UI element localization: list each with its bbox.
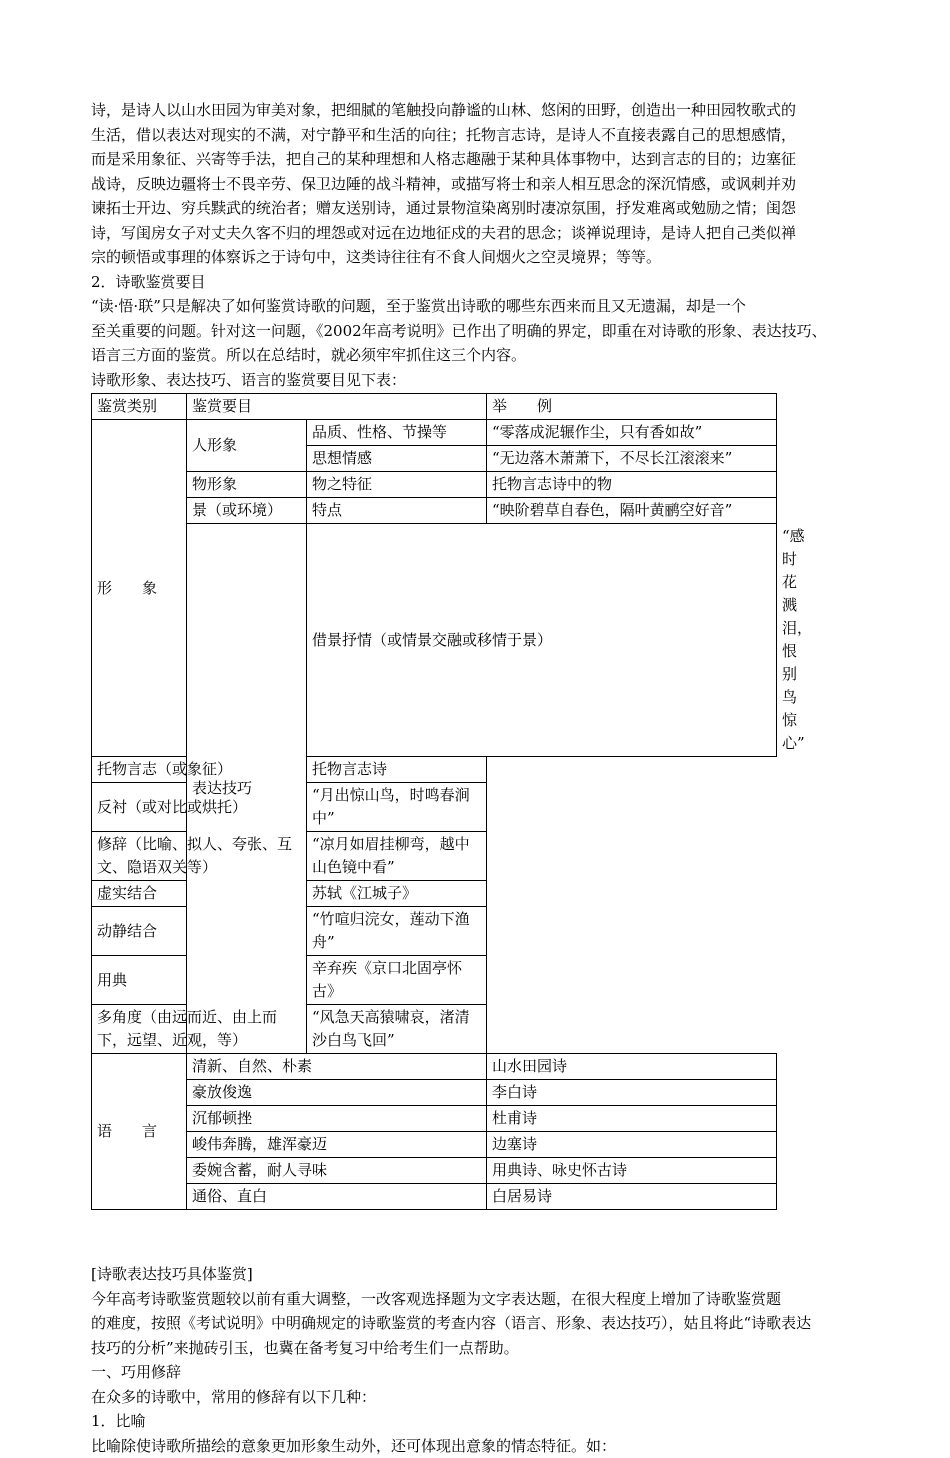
header-example: 举 例 [487, 394, 777, 420]
technique-item: 动静结合 [92, 907, 307, 956]
technique-item: 借景抒情（或情景交融或移情于景） [307, 524, 777, 757]
example-cell: “凉月如眉挂柳弯，越中山色镜中看” [307, 832, 487, 881]
example-cell: “映阶碧草自春色，隔叶黄鹂空好音” [487, 498, 777, 524]
example-cell: “无边落木萧萧下，不尽长江滚滚来” [487, 446, 777, 472]
table-row [92, 498, 777, 524]
section-line: “读·悟·联”只是解决了如何鉴赏诗歌的问题，至于鉴赏出诗歌的哪些东西来而且又无遗漏，却是一个 [91, 294, 871, 319]
section-line: 语言三方面的鉴赏。所以在总结时，就必须牢牢抓住这三个内容。 [91, 343, 871, 368]
sub-item: 特点 [307, 498, 487, 524]
table-row [92, 1080, 777, 1106]
language-item: 委婉含蓄，耐人寻味 [187, 1158, 487, 1184]
example-cell: 边塞诗 [487, 1132, 777, 1158]
language-item: 沉郁顿挫 [187, 1106, 487, 1132]
category-yuyan: 语 言 [92, 1054, 187, 1210]
wu-xingxiang: 物形象 [187, 472, 307, 498]
example-cell: 辛弃疾《京口北固亭怀古》 [307, 956, 487, 1005]
example-cell: 山水田园诗 [487, 1054, 777, 1080]
table-row [92, 420, 777, 446]
category-xingxiang: 形 象 [92, 420, 187, 757]
example-cell: “竹喧归浣女，莲动下渔舟” [307, 907, 487, 956]
para-line: 的难度，按照《考试说明》中明确规定的诗歌鉴赏的考查内容（语言、形象、表达技巧），姑且将此“诗歌表达 [91, 1311, 871, 1336]
section-heading: 2．诗歌鉴赏要目 [91, 270, 871, 295]
example-cell: 李白诗 [487, 1080, 777, 1106]
section-line: 至关重要的问题。针对这一问题，《2002年高考说明》已作出了明确的界定，即重在对诗歌的形象、表达技巧、 [91, 319, 871, 344]
example-cell: 杜甫诗 [487, 1106, 777, 1132]
table-row [92, 472, 777, 498]
ren-xingxiang: 人形象 [187, 420, 307, 472]
table-row: 表达技巧 借景抒情（或情景交融或移情于景） “感时花溅泪，恨别鸟惊心” [92, 524, 777, 757]
example-cell: 托物言志诗中的物 [487, 472, 777, 498]
spacer [91, 1210, 871, 1262]
jing-huanjing: 景（或环境） [187, 498, 307, 524]
para-line: 今年高考诗歌鉴赏题较以前有重大调整，一改客观选择题为文字表达题，在很大程度上增加了诗歌鉴赏题 [91, 1287, 871, 1312]
intro-line: 战诗，反映边疆将士不畏辛劳、保卫边陲的战斗精神，或描写将士和亲人相互思念的深沉情感，或讽刺并劝 [91, 172, 871, 197]
table-row [92, 907, 777, 956]
technique-item: 修辞（比喻、拟人、夸张、互文、隐语双关等） [92, 832, 307, 881]
example-cell: 白居易诗 [487, 1184, 777, 1210]
intro-line: 诗，写闺房女子对丈夫久客不归的埋怨或对远在边地征戍的夫君的思念；谈禅说理诗，是诗人把自己类似禅 [91, 221, 871, 246]
para-line: 技巧的分析”来抛砖引玉，也冀在备考复习中给考生们一点帮助。 [91, 1336, 871, 1361]
sub-item: 思想情感 [307, 446, 487, 472]
rhetoric-intro: 在众多的诗歌中，常用的修辞有以下几种： [91, 1385, 871, 1410]
document-page [91, 98, 871, 1458]
table-row [92, 956, 777, 1005]
header-category: 鉴赏类别 [92, 394, 187, 420]
category-jiqiao: 表达技巧 [187, 524, 307, 1054]
intro-line: 生活，借以表达对现实的不满，对宁静平和生活的向往；托物言志诗，是诗人不直接表露自己的思想感情， [91, 123, 871, 148]
technique-item: 多角度（由远而近、由上而下，远望、近观，等） [92, 1005, 307, 1054]
metaphor-text: 比喻除使诗歌所描绘的意象更加形象生动外，还可体现出意象的情态特征。如： [91, 1434, 871, 1458]
table-row [92, 1158, 777, 1184]
language-item: 通俗、直白 [187, 1184, 487, 1210]
table-row [92, 757, 777, 783]
technique-item: 反衬（或对比或烘托） [92, 783, 307, 832]
table-row [92, 1005, 777, 1054]
example-cell: “风急天高猿啸哀，渚清沙白鸟飞回” [307, 1005, 487, 1054]
table-caption: 诗歌形象、表达技巧、语言的鉴赏要目见下表： [91, 368, 871, 393]
table-row [92, 832, 777, 881]
appreciation-table [91, 393, 777, 1210]
bracket-title: [诗歌表达技巧具体鉴赏] [91, 1262, 871, 1287]
language-item: 豪放俊逸 [187, 1080, 487, 1106]
example-cell: 用典诗、咏史怀古诗 [487, 1158, 777, 1184]
example-cell: “月出惊山鸟，时鸣春涧中” [307, 783, 487, 832]
table-row [92, 1054, 777, 1080]
intro-line: 谏拓士开边、穷兵黩武的统治者；赠友送别诗，通过景物渲染离别时凄凉氛围，抒发难离或勉励之情；闺怨 [91, 196, 871, 221]
intro-line: 宗的顿悟或事理的体察诉之于诗句中，这类诗往往有不食人间烟火之空灵境界；等等。 [91, 245, 871, 270]
example-cell: 苏轼《江城子》 [307, 881, 487, 907]
heading-metaphor: 1．比喻 [91, 1409, 871, 1434]
table-row [92, 1132, 777, 1158]
table-row [92, 1184, 777, 1210]
language-item: 峻伟奔腾，雄浑豪迈 [187, 1132, 487, 1158]
example-cell: “零落成泥辗作尘，只有香如故” [487, 420, 777, 446]
technique-item: 托物言志（或象征） [92, 757, 307, 783]
technique-item: 虚实结合 [92, 881, 307, 907]
intro-line: 而是采用象征、兴寄等手法，把自己的某种理想和人格志趣融于某种具体事物中，达到言志的目的；边塞征 [91, 147, 871, 172]
table-row [92, 1106, 777, 1132]
table-row [92, 881, 777, 907]
heading-rhetoric: 一、巧用修辞 [91, 1360, 871, 1385]
language-item: 清新、自然、朴素 [187, 1054, 487, 1080]
technique-item: 用典 [92, 956, 307, 1005]
table-header-row [92, 394, 777, 420]
sub-item: 物之特征 [307, 472, 487, 498]
header-item: 鉴赏要目 [187, 394, 487, 420]
intro-line: 诗，是诗人以山水田园为审美对象，把细腻的笔触投向静谧的山林、悠闲的田野，创造出一种田园牧歌式的 [91, 98, 871, 123]
example-cell: 托物言志诗 [307, 757, 487, 783]
sub-item: 品质、性格、节操等 [307, 420, 487, 446]
